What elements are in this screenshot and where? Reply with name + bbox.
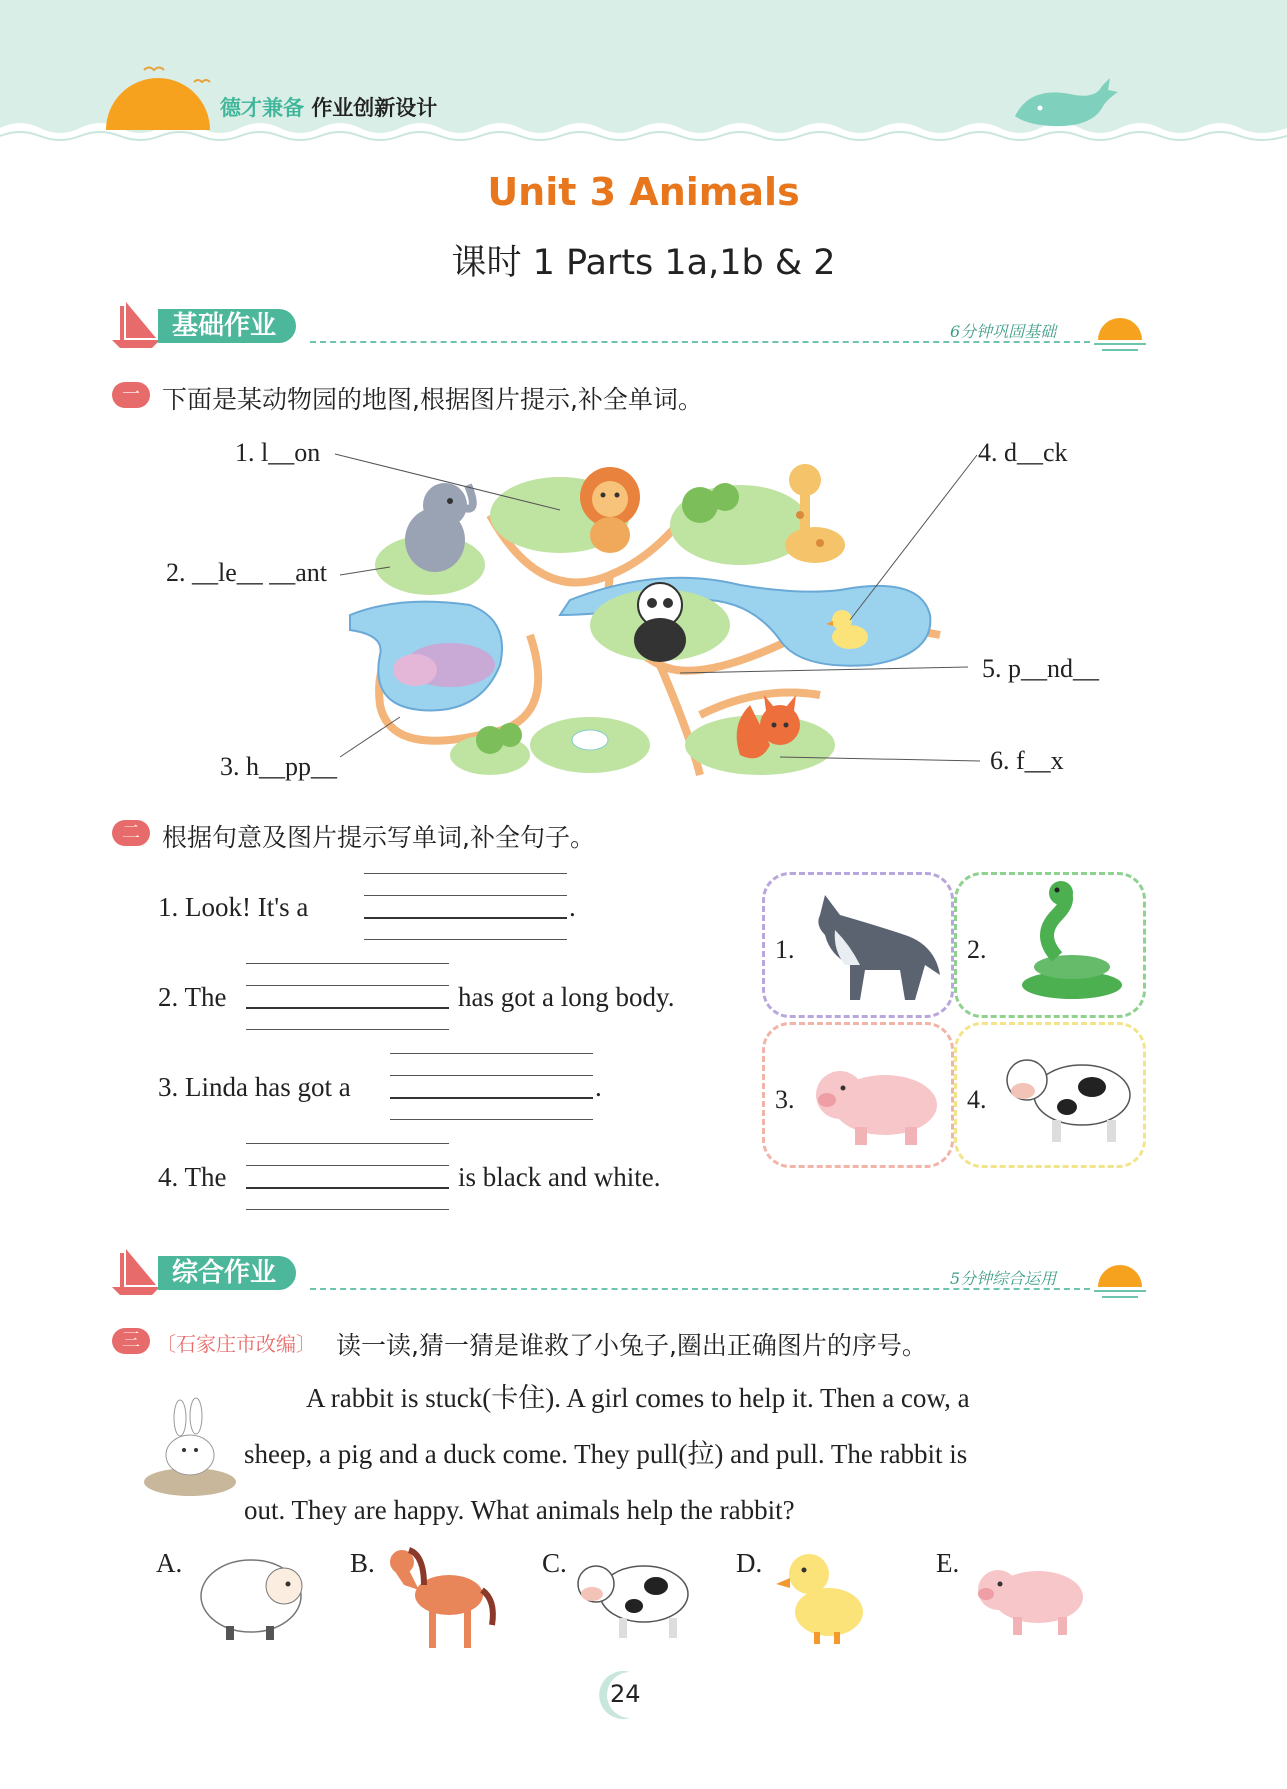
wolf-illustration: [805, 885, 945, 1005]
map-label-lion: 1. l__on: [235, 438, 321, 467]
sentence-2-start: 2. The: [158, 982, 227, 1012]
passage-line-1: A rabbit is stuck(卡住). A girl comes to help it. Then a cow, a: [306, 1383, 970, 1413]
answer-line: [390, 1053, 593, 1054]
answer-line: [246, 1029, 449, 1030]
header-brand: [220, 92, 437, 122]
picture-card-wolf: [762, 872, 954, 1018]
sentence-1-end: .: [569, 892, 576, 922]
sailboat-icon: [112, 298, 162, 348]
card-3-number: 3.: [775, 1085, 795, 1114]
q3-source: 〔石家庄市改编〕: [156, 1332, 316, 1356]
sailboat-icon: [112, 1245, 162, 1295]
page-number: 24: [610, 1680, 641, 1708]
q3-instruction: 读一读,猜一猜是谁救了小兔子,圈出正确图片的序号。: [336, 1331, 927, 1360]
option-a-label[interactable]: A.: [156, 1548, 183, 1578]
answer-baseline[interactable]: [364, 917, 567, 919]
option-b-label[interactable]: B.: [350, 1548, 375, 1578]
answer-line: [246, 1143, 449, 1144]
q3-number-badge: 三: [112, 1328, 150, 1354]
map-label-duck: 4. d__ck: [978, 438, 1068, 467]
answer-baseline[interactable]: [246, 1187, 449, 1189]
answer-line: [364, 873, 567, 874]
map-label-elephant: 2. __le__ __ant: [166, 558, 328, 587]
answer-baseline[interactable]: [246, 1007, 449, 1009]
answer-baseline[interactable]: [390, 1097, 593, 1099]
q2-number-badge: 二: [112, 820, 150, 846]
passage-line-2: sheep, a pig and a duck come. They pull(拉) and pull. The rabbit is: [244, 1439, 968, 1469]
section-comprehensive-tag: 综合作业: [158, 1256, 296, 1290]
pig-option-illustration[interactable]: [968, 1552, 1088, 1642]
brand-dark-text: 作业创新设计: [311, 96, 438, 120]
map-label-hippo: 3. h__pp__: [220, 752, 337, 781]
q2-instruction: 根据句意及图片提示写单词,补全句子。: [162, 823, 595, 852]
stuck-rabbit-illustration: [140, 1400, 240, 1500]
pig-illustration: [805, 1045, 945, 1155]
answer-line: [246, 1209, 449, 1210]
snake-illustration: [997, 885, 1137, 1005]
zoo-map-illustration: [360, 455, 960, 785]
q1-instruction: 下面是某动物园的地图,根据图片提示,补全单词。: [162, 385, 703, 414]
map-label-panda: 5. p__nd__: [982, 654, 1099, 683]
card-2-number: 2.: [967, 935, 987, 964]
duck-option-illustration[interactable]: [774, 1544, 874, 1650]
q1-number-badge: 一: [112, 382, 150, 408]
sentence-3-end: .: [595, 1072, 602, 1102]
sunset-icon: [1094, 1255, 1150, 1299]
option-d-label[interactable]: D.: [736, 1548, 763, 1578]
answer-line: [364, 939, 567, 940]
lesson-title: 课时 1 Parts 1a,1b & 2: [451, 243, 836, 283]
sunset-icon: [1094, 308, 1150, 352]
sentence-4-start: 4. The: [158, 1162, 227, 1192]
answer-line: [364, 895, 567, 896]
picture-card-snake: [954, 872, 1146, 1018]
sentence-2-end: has got a long body.: [458, 982, 675, 1012]
card-4-number: 4.: [967, 1085, 987, 1114]
answer-line: [246, 963, 449, 964]
section-basic-tag: 基础作业: [158, 309, 296, 343]
card-1-number: 1.: [775, 935, 795, 964]
unit-title: Unit 3 Animals: [487, 170, 800, 214]
passage-line-3: out. They are happy. What animals help the rabbit?: [244, 1495, 795, 1525]
whale-icon: [1010, 76, 1120, 136]
sentence-1-start: 1. Look! It's a: [158, 892, 309, 922]
picture-card-cow: [954, 1022, 1146, 1168]
section-comprehensive-note: 5分钟综合运用: [950, 1269, 1057, 1288]
section-basic-note: 6分钟巩固基础: [950, 322, 1057, 341]
option-c-label[interactable]: C.: [542, 1548, 567, 1578]
sun-icon: [104, 62, 214, 132]
horse-illustration[interactable]: [384, 1540, 504, 1655]
answer-line: [390, 1119, 593, 1120]
answer-line: [390, 1075, 593, 1076]
cow-option-illustration[interactable]: [574, 1546, 694, 1646]
sheep-illustration[interactable]: [196, 1546, 316, 1646]
brand-green-text: 德才兼备: [220, 96, 304, 120]
picture-card-pig: [762, 1022, 954, 1168]
sentence-3-start: 3. Linda has got a: [158, 1072, 351, 1102]
option-e-label[interactable]: E.: [936, 1548, 960, 1578]
sentence-4-end: is black and white.: [458, 1162, 661, 1192]
cow-illustration: [997, 1035, 1137, 1155]
answer-line: [246, 985, 449, 986]
map-label-fox: 6. f__x: [990, 746, 1064, 775]
answer-line: [246, 1165, 449, 1166]
